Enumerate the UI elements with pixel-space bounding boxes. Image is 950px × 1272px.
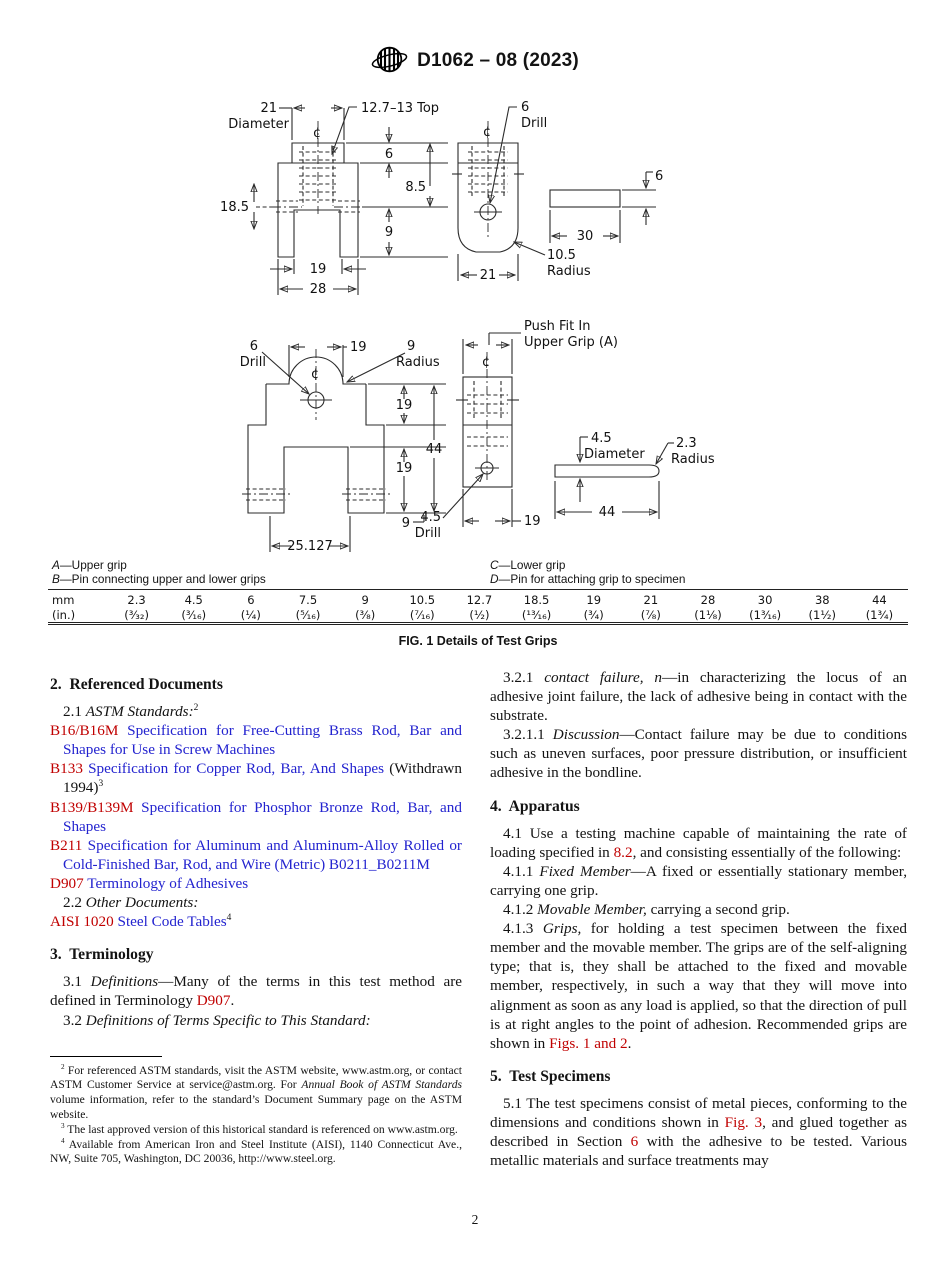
reference-link[interactable]: Figs. 1 and 2 [549, 1034, 628, 1052]
text-run: 4.1.3 [503, 920, 543, 938]
table-cell: 10.5 [409, 593, 436, 607]
para-3-2-1 [490, 668, 907, 725]
text-run: 3.2.1 [503, 669, 545, 686]
legend-key: A [52, 558, 60, 572]
table-cell: 12.7 [466, 593, 493, 607]
text-run: volume information, refer to the standard’s Document Summary page on the ASTM website. [50, 1093, 462, 1121]
para-2-2 [50, 893, 462, 912]
text-run: 4.1 Use a testing machine capable of maintaining the rate of loading specified in [490, 824, 907, 861]
table-cell: (1³⁄₄) [865, 608, 894, 622]
table-cell: 28 [700, 593, 716, 607]
reference-link[interactable]: 8.2 [613, 843, 633, 861]
para-4-1-3 [490, 919, 907, 1053]
text-run: 3.1 [63, 973, 91, 991]
heading-referenced-documents: 2. Referenced Documents [50, 676, 223, 693]
text-run: 2.1 [63, 703, 86, 721]
text-run: 4.1.1 [503, 862, 540, 880]
text-run: 4.1.2 [503, 901, 538, 919]
reference-link[interactable]: Steel Code Tables [113, 913, 227, 931]
drawing-lower-grip-front [240, 339, 446, 554]
text-run: Fixed Member [539, 862, 631, 880]
dim-label: Diameter [584, 447, 645, 462]
right-column [490, 668, 907, 1170]
dim-label: 28 [309, 282, 327, 297]
para-3-2-1-1 [490, 725, 907, 782]
table-cell: 30 [757, 593, 773, 607]
text-run: 3.2 [63, 1011, 86, 1029]
callout-label: Upper Grip (A) [524, 335, 618, 350]
dim-label: 9 [407, 339, 416, 354]
centerline-symbol: ¢ [481, 355, 491, 370]
reference-link[interactable]: AISI 1020 [50, 913, 114, 931]
text-run: —in characterizing the locus of an adhesive joint failure, the lack of adhesive being in contact with the substrate. [490, 669, 907, 725]
heading-test-specimens: 5. Test Specimens [490, 1067, 611, 1085]
ref-b133 [50, 759, 462, 797]
reference-link[interactable]: Specification for Free-Cutting Brass Rod, Bar and Shapes for Use in Screw Machines [63, 722, 462, 759]
table-cell: (⁷⁄₁₆) [409, 608, 435, 622]
dim-label: 12.7–13 Top [361, 101, 440, 116]
conversion-table [48, 589, 908, 625]
table-row-in [48, 607, 908, 624]
legend-text: —Lower grip [498, 558, 566, 572]
legend-item-a [52, 558, 127, 572]
dim-label: 9 [401, 516, 410, 531]
legend-item-d [490, 572, 685, 586]
dim-label: 18.5 [220, 200, 249, 215]
dim-label: 8.5 [405, 180, 426, 195]
text-run: 4 [61, 1136, 65, 1145]
text-run: —Many of the terms in this test method are defined in Terminology [50, 973, 462, 1010]
table-cell: 18.5 [523, 593, 550, 607]
text-run: Annual Book of ASTM Standards [301, 1078, 463, 1092]
reference-link[interactable]: B16/B16M [50, 722, 119, 740]
dim-label: 19 [395, 461, 413, 476]
dim-label: 6 [384, 147, 394, 162]
text-run: 2 [193, 703, 199, 714]
ref-aisi-1020 [50, 912, 462, 931]
ref-d907 [50, 874, 462, 893]
text-run: Other Documents: [85, 894, 199, 912]
para-4-1-2 [490, 900, 907, 919]
dim-label: 10.5 [547, 248, 576, 263]
dim-label: 2.3 [676, 436, 697, 451]
dim-label: Radius [547, 264, 591, 279]
drawing-lower-grip-side [415, 319, 618, 541]
table-cell: (¹⁄₄) [240, 608, 261, 622]
drawing-pin [555, 431, 715, 520]
table-cell: (³⁄₃₂) [124, 608, 149, 622]
dim-label: 19 [350, 340, 367, 355]
legend-text: —Pin connecting upper and lower grips [59, 572, 266, 586]
dim-label: 6 [249, 339, 258, 354]
text-run: . [230, 992, 235, 1010]
reference-link[interactable]: Terminology of Adhesives [83, 874, 249, 892]
legend-key: D [490, 572, 499, 586]
text-run: . [627, 1034, 632, 1052]
dim-label: 21 [479, 268, 497, 283]
callout-label: Push Fit In [524, 319, 591, 334]
text-run: —A fixed or essentially stationary member, carrying one grip. [490, 862, 908, 899]
ref-b16 [50, 721, 462, 759]
legend-item-c [490, 558, 565, 572]
text-run: contact failure, n [544, 669, 663, 686]
text-run: Definitions of Terms Specific to This Standard: [85, 1011, 371, 1029]
table-cell: (1¹⁄₈) [694, 608, 722, 622]
left-column [50, 668, 462, 1167]
table-cell: (³⁄₄) [583, 608, 604, 622]
dim-label: 44 [425, 442, 443, 457]
table-cell: 44 [872, 593, 887, 607]
drawing-upper-grip-front [220, 101, 448, 297]
centerline-symbol: ¢ [482, 125, 492, 140]
table-cell: (³⁄₈) [355, 608, 376, 622]
text-run: Available from American Iron and Steel Institute (AISI), 1140 Connecticut Ave., NW, Suite 705, Washington, DC 20036, http://www.steel.org. [50, 1137, 462, 1166]
dim-label: 6 [521, 100, 530, 115]
row-label: (in.) [52, 608, 76, 622]
text-run: (Withdrawn 1994) [63, 760, 462, 797]
row-label: mm [52, 593, 75, 607]
table-cell: (¹³⁄₁₆) [521, 608, 552, 622]
standard-designation: D1062 – 08 (2023) [417, 49, 579, 71]
dim-label: 4.5 [591, 431, 612, 446]
legend-item-b [52, 572, 266, 586]
reference-link[interactable]: B211 [50, 836, 83, 854]
legend-key: C [490, 558, 499, 572]
para-5-1 [490, 1094, 907, 1170]
ref-b211 [50, 836, 462, 874]
text-run: —Contact failure may be due to conditions such as uneven surfaces, poor pressure distribution, or insufficient adhesive in the bondline. [490, 726, 907, 782]
dim-label: 25.127 [287, 539, 333, 554]
centerline-symbol: ¢ [310, 367, 320, 382]
text-run: carrying a second grip. [646, 901, 790, 919]
text-run: , and consisting essentially of the following: [632, 843, 902, 861]
astm-logo-icon [371, 44, 408, 77]
text-run: Definitions [90, 973, 159, 991]
para-3-1 [50, 972, 462, 1010]
dim-label: Radius [671, 452, 715, 467]
reference-link[interactable]: B139/B139M [50, 798, 134, 816]
text-run: Grips, [542, 920, 582, 938]
legend-key: B [52, 572, 60, 586]
footnote-4 [50, 1138, 462, 1168]
table-cell: 21 [643, 593, 659, 607]
text-run: The last approved version of this historical standard is referenced on www.astm.org. [64, 1122, 458, 1136]
text-run: 3 [61, 1121, 65, 1130]
dim-label: Drill [414, 526, 441, 541]
dim-label: Drill [521, 116, 548, 131]
dim-label: 44 [598, 505, 616, 520]
dim-label: 19 [309, 262, 327, 277]
reference-link[interactable]: Specification for Copper Rod, Bar, And Shapes [82, 760, 385, 778]
text-run: Discussion [552, 726, 620, 744]
reference-link[interactable]: Specification for Phosphor Bronze Rod, Bar, and Shapes [63, 798, 462, 835]
text-run: ASTM Standards: [85, 703, 194, 721]
para-3-2 [50, 1011, 462, 1030]
text-run: Movable Member, [537, 901, 647, 919]
figure-test-grips [0, 95, 950, 565]
dim-label: 30 [576, 229, 594, 244]
dim-label: 4.5 [420, 510, 441, 525]
page-number: 2 [471, 1212, 479, 1227]
footnote-2 [50, 1064, 462, 1123]
ref-b139 [50, 798, 462, 836]
text-run: 3.2.1.1 [503, 726, 553, 744]
dim-label: 19 [524, 514, 541, 529]
text-run: , and glued together as described in Section [490, 1113, 908, 1151]
dim-label: Drill [239, 355, 266, 370]
table-cell: 9 [361, 593, 369, 607]
heading-terminology: 3. Terminology [50, 946, 154, 964]
table-cell: 2.3 [127, 593, 146, 607]
table-cell: (⁷⁄₈) [640, 608, 661, 622]
dim-label: 19 [395, 398, 413, 413]
reference-link[interactable]: Fig. 3 [724, 1113, 763, 1131]
centerline-symbol: ¢ [312, 126, 322, 141]
table-cell: (³⁄₁₆) [181, 608, 207, 622]
dim-label: 6 [655, 169, 664, 184]
figure-caption: FIG. 1 Details of Test Grips [398, 634, 558, 648]
table-cell: 38 [814, 593, 830, 607]
text-run: 2 [61, 1062, 65, 1071]
footnote-rule [50, 1056, 162, 1057]
text-run: for holding a test specimen between the fixed member and the movable member. The grips are of the self-aligning type; that is, they shall be attached to the fixed and movable member, respectively, in such a way that they will move into alignment as soon as any load is applied, so that the direction of pull is at right angles to the point of adhesion. Recommended grips are shown in [490, 920, 907, 1052]
text-run: For referenced ASTM standards, visit the ASTM website, www.astm.org, or contact ASTM Customer Service at service@astm.org. For [50, 1063, 462, 1092]
text-run: 2.2 [63, 894, 86, 912]
legend-text: —Pin for attaching grip to specimen [498, 572, 686, 586]
table-cell: (¹⁄₂) [469, 608, 490, 622]
table-cell: 7.5 [298, 593, 318, 607]
reference-link[interactable]: B133 [50, 760, 83, 778]
text-run: 5.1 The test specimens consist of metal pieces, conforming to the dimensions and conditions shown in [490, 1094, 907, 1131]
table-row-mm [48, 590, 908, 608]
reference-link[interactable]: D907 [50, 874, 84, 892]
table-cell: 4.5 [184, 593, 203, 607]
para-4-1 [490, 824, 907, 862]
table-cell: (1¹⁄₂) [808, 608, 836, 622]
text-run: with the adhesive to be tested. Various metallic materials and surface treatments may [490, 1133, 908, 1170]
text-run: 4 [226, 913, 232, 924]
reference-link[interactable]: D907 [196, 992, 231, 1010]
footnote-3 [50, 1123, 462, 1138]
dim-label: 21 [260, 101, 277, 116]
para-4-1-1 [490, 862, 907, 900]
text-run: 3 [98, 779, 104, 790]
para-2-1 [50, 702, 462, 721]
reference-link[interactable]: Specification for Aluminum and Aluminum-Alloy Rolled or Cold-Finished Bar, Rod, and Wire (Metric) B0211_B0211M [63, 836, 462, 873]
table-cell: 19 [586, 593, 602, 607]
dim-label: Diameter [228, 117, 289, 132]
dim-label: Radius [396, 355, 440, 370]
reference-link[interactable]: 6 [630, 1133, 639, 1151]
dim-label: 9 [384, 225, 394, 240]
page-header [0, 44, 950, 77]
table-cell: (⁵⁄₁₆) [295, 608, 321, 622]
drawing-upper-grip-side [452, 100, 663, 283]
table-cell: (1³⁄₁₆) [749, 608, 782, 622]
heading-apparatus: 4. Apparatus [490, 797, 580, 815]
legend-text: —Upper grip [59, 558, 127, 572]
table-cell: 6 [247, 593, 255, 607]
